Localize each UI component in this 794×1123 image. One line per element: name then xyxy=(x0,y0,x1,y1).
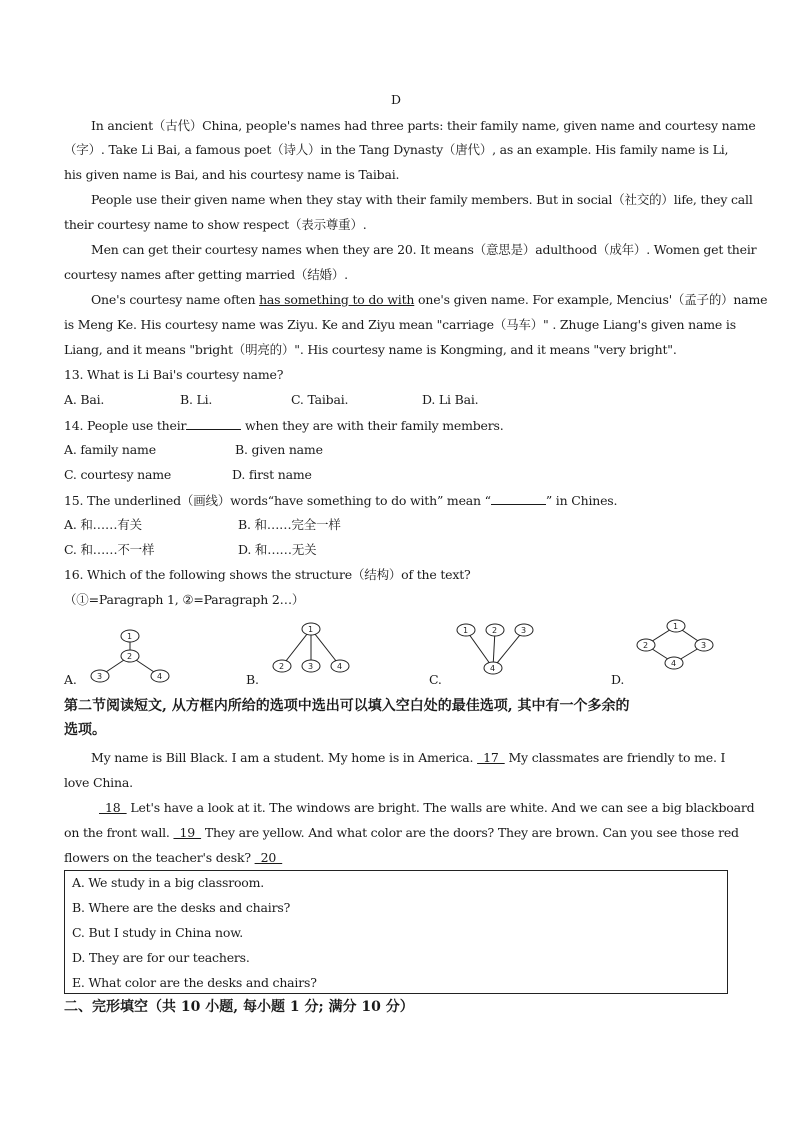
q14-option-b[interactable]: B. given name xyxy=(235,442,323,457)
diagram-node-1: 1 xyxy=(127,632,133,641)
passage-text: One's courtesy name often xyxy=(91,292,260,307)
q14-option-d[interactable]: D. first name xyxy=(232,467,312,482)
cloze-text: Let's have a look at it. The windows are bright. The walls are white. And we can see a big blackboard xyxy=(126,800,755,815)
q14-option-a[interactable]: A. family name xyxy=(64,442,156,457)
cloze-line: love China. xyxy=(64,775,133,790)
q15-option-a[interactable]: A. 和……有关 xyxy=(64,517,142,532)
diagram-node-4: 4 xyxy=(490,664,496,673)
diagram-node-3: 3 xyxy=(701,641,707,650)
diagram-node-1: 1 xyxy=(673,622,679,631)
q15-option-c[interactable]: C. 和……不一样 xyxy=(64,542,155,557)
blank-18[interactable]: 18 xyxy=(99,800,127,815)
blank-20[interactable]: 20 xyxy=(254,850,283,865)
q16-option-d[interactable]: D. xyxy=(611,672,625,687)
cloze-line xyxy=(64,850,282,866)
blank-17[interactable]: 17 xyxy=(477,750,505,765)
q13-option-d[interactable]: D. Li Bai. xyxy=(422,392,479,407)
passage-line: People use their given name when they stay with their family members. But in social（社交的）life, they call xyxy=(91,192,753,207)
diagram-node-4: 4 xyxy=(671,659,677,668)
cloze-text: on the front wall. xyxy=(64,825,174,840)
cloze-line xyxy=(64,825,739,841)
cloze-text: They are yellow. And what color are the doors? They are brown. Can you see those red xyxy=(201,825,739,840)
structure-diagram-d xyxy=(632,617,722,673)
passage-line xyxy=(91,292,767,308)
question-14-stem xyxy=(64,417,504,434)
cloze-text: My classmates are friendly to me. I xyxy=(504,750,726,765)
passage-line: courtesy names after getting married（结婚）. xyxy=(64,267,348,282)
passage-line: his given name is Bai, and his courtesy name is Taibai. xyxy=(64,167,400,182)
question-13-stem: 13. What is Li Bai's courtesy name? xyxy=(64,367,284,382)
passage-line: is Meng Ke. His courtesy name was Ziyu. Ke and Ziyu mean "carriage（马车）" . Zhuge Liang's given name is xyxy=(64,317,736,332)
passage-letter: D xyxy=(391,92,401,107)
box-option-b[interactable]: B. Where are the desks and chairs? xyxy=(72,900,291,915)
diagram-node-4: 4 xyxy=(337,662,343,671)
diagram-node-4: 4 xyxy=(157,672,163,681)
passage-text: one's given name. For example, Mencius'（孟子的）name xyxy=(414,292,768,307)
passage-line: Liang, and it means "bright（明亮的）". His courtesy name is Kongming, and it means "very bright". xyxy=(64,342,677,357)
structure-diagram-c xyxy=(450,620,540,680)
question-16-note: （①=Paragraph 1, ②=Paragraph 2…） xyxy=(64,592,305,607)
q15-option-d[interactable]: D. 和……无关 xyxy=(238,542,317,557)
q13-option-b[interactable]: B. Li. xyxy=(180,392,213,407)
diagram-node-2: 2 xyxy=(127,652,133,661)
diagram-node-3: 3 xyxy=(308,662,314,671)
underlined-phrase: has something to do with xyxy=(259,292,415,307)
passage-line: In ancient（古代）China, people's names had three parts: their family name, given name and courtesy name xyxy=(91,118,756,133)
section-2-heading: 第二节阅读短文, 从方框内所给的选项中选出可以填入空白处的最佳选项, 其中有一个多余的 xyxy=(64,698,630,714)
q15-option-b[interactable]: B. 和……完全一样 xyxy=(238,517,341,532)
q13-option-c[interactable]: C. Taibai. xyxy=(291,392,349,407)
diagram-node-2: 2 xyxy=(279,662,285,671)
question-text: when they are with their family members. xyxy=(241,418,504,433)
cloze-line xyxy=(91,750,725,766)
passage-line: （字）. Take Li Bai, a famous poet（诗人）in the Tang Dynasty（唐代）, as an example. His family name is Li, xyxy=(64,142,729,157)
diagram-node-1: 1 xyxy=(308,625,314,634)
answer-blank[interactable] xyxy=(491,492,546,505)
diagram-node-2: 2 xyxy=(643,641,649,650)
blank-19[interactable]: 19 xyxy=(173,825,202,840)
q16-option-c[interactable]: C. xyxy=(429,672,442,687)
structure-diagram-a xyxy=(86,626,182,686)
box-option-e[interactable]: E. What color are the desks and chairs? xyxy=(72,975,317,990)
section-2-heading-cont: 选项。 xyxy=(64,722,106,738)
diagram-node-2: 2 xyxy=(492,626,498,635)
passage-line: Men can get their courtesy names when they are 20. It means（意思是）adulthood（成年）. Women get their xyxy=(91,242,757,257)
question-text: ” in Chines. xyxy=(545,493,618,508)
passage-line: their courtesy name to show respect（表示尊重）. xyxy=(64,217,367,232)
diagram-node-1: 1 xyxy=(463,626,469,635)
q13-option-a[interactable]: A. Bai. xyxy=(64,392,105,407)
diagram-node-3: 3 xyxy=(521,626,527,635)
box-option-d[interactable]: D. They are for our teachers. xyxy=(72,950,250,965)
structure-diagram-b xyxy=(266,619,356,679)
answer-blank[interactable] xyxy=(186,417,241,430)
q14-option-c[interactable]: C. courtesy name xyxy=(64,467,172,482)
diagram-node-3: 3 xyxy=(97,672,103,681)
part-2-heading: 二、完形填空（共 10 小题, 每小题 1 分; 满分 10 分） xyxy=(64,999,414,1015)
cloze-text: flowers on the teacher's desk? xyxy=(64,850,255,865)
question-text: 15. The underlined（画线）words“have something to do with” mean “ xyxy=(64,493,491,508)
question-text: 14. People use their xyxy=(64,418,187,433)
cloze-text: My name is Bill Black. I am a student. My home is in America. xyxy=(91,750,478,765)
question-15-stem xyxy=(64,492,617,509)
cloze-line xyxy=(99,800,754,816)
box-option-c[interactable]: C. But I study in China now. xyxy=(72,925,244,940)
question-16-stem: 16. Which of the following shows the structure（结构）of the text? xyxy=(64,567,471,582)
box-option-a[interactable]: A. We study in a big classroom. xyxy=(72,875,265,890)
q16-option-a[interactable]: A. xyxy=(64,672,77,687)
q16-option-b[interactable]: B. xyxy=(246,672,259,687)
